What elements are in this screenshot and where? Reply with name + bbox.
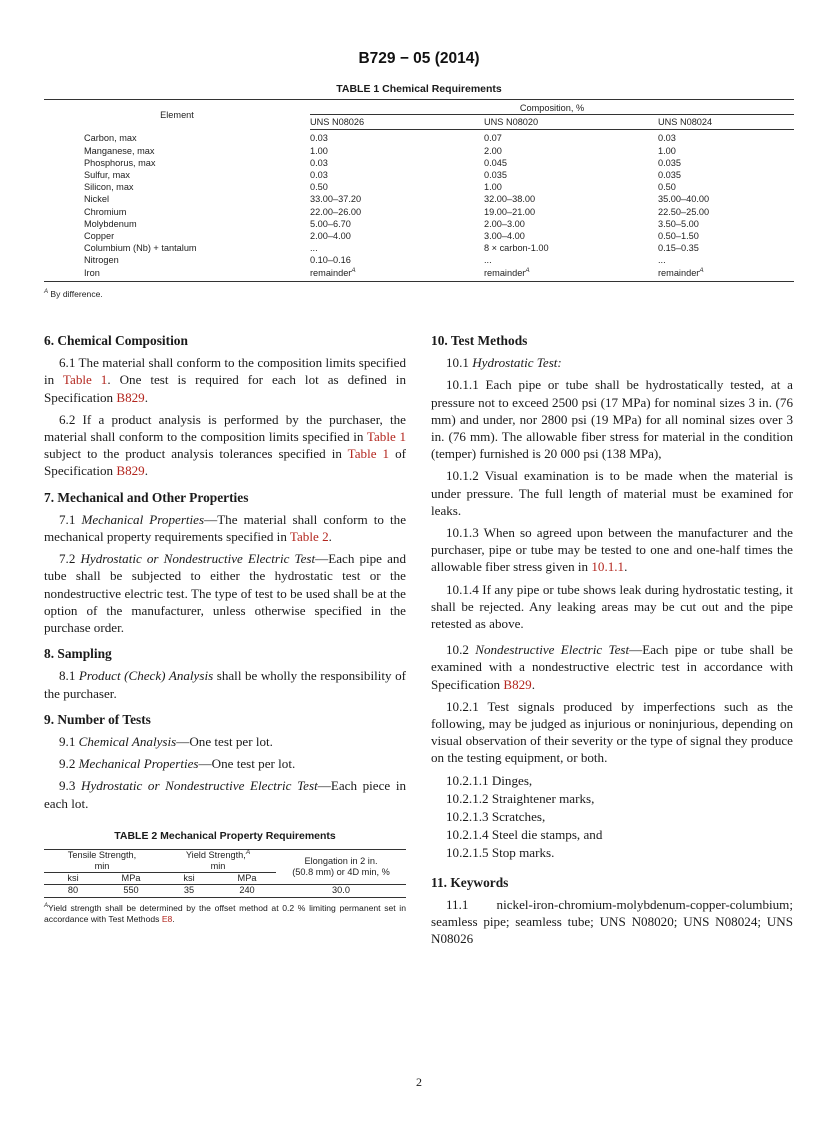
indent-cell: [44, 169, 84, 181]
composition-value: 0.03: [658, 133, 676, 144]
element-name: Phosphorus, max: [84, 157, 156, 168]
element-name: Molybdenum: [84, 218, 137, 229]
table-2-link[interactable]: Table 2: [289, 529, 329, 545]
composition-value: 0.15–0.35: [658, 243, 699, 254]
composition-value: 0.03: [310, 157, 328, 168]
element-name: Copper: [84, 231, 115, 242]
composition-value: 33.00–37.20: [310, 194, 362, 205]
paragraph-10-1-2: 10.1.2 Visual examination is to be made when the material is under pressure. The full length of material must be examined for leaks.: [431, 468, 793, 518]
e8-link[interactable]: E8: [161, 914, 173, 925]
composition-value: ...: [658, 255, 666, 266]
table-row: [44, 230, 794, 242]
b829-link[interactable]: B829: [116, 463, 145, 479]
indent-cell: [44, 145, 84, 157]
table1-footnote: $^A$ By difference.: [44, 289, 103, 299]
composition-value: 8 × carbon-1.00: [484, 243, 549, 254]
section-heading: 7. Mechanical and Other Properties: [44, 489, 249, 505]
unit-cell: MPa: [218, 873, 276, 885]
indent-cell: [44, 267, 84, 282]
table-row: [44, 254, 794, 266]
paragraph-6-2: 6.2 If a product analysis is performed by the purchaser, the material shall conform to the composition limits specified in Table 1 subject to the product analysis tolerances specified in Table 1 of Specification B829.: [44, 411, 406, 479]
table-row: [44, 169, 794, 181]
composition-value: 1.00: [484, 182, 502, 193]
composition-value: 0.50–1.50: [658, 231, 699, 242]
element-name: Manganese, max: [84, 145, 155, 156]
b829-link[interactable]: B829: [116, 389, 145, 405]
composition-value: 2.00–4.00: [310, 231, 351, 242]
element-name: Silicon, max: [84, 182, 134, 193]
value-cell: 240: [218, 885, 276, 898]
element-name: Nitrogen: [84, 255, 119, 266]
table-1-link[interactable]: Table 1: [62, 372, 108, 388]
paragraph-10-1: 10.1 Hydrostatic Test:: [446, 355, 562, 371]
composition-value: 2.00: [484, 145, 502, 156]
column-header: UNS N08020: [484, 115, 658, 130]
composition-value: 22.50–25.00: [658, 206, 710, 217]
value-cell: 30.0: [276, 885, 406, 898]
elongation-header: Elongation in 2 in. (50.8 mm) or 4D min, %: [276, 850, 406, 885]
element-name: Nickel: [84, 194, 110, 205]
composition-value: 0.03: [310, 133, 328, 144]
value-cell: 80: [44, 885, 102, 898]
table-row: [44, 206, 794, 218]
indent-cell: [44, 206, 84, 218]
composition-value: ...: [310, 243, 318, 254]
list-item: 10.2.1.2 Straightener marks,: [446, 790, 595, 806]
b829-link[interactable]: B829: [503, 676, 532, 692]
paragraph-9-2: 9.2 Mechanical Properties—One test per lot.: [59, 756, 296, 772]
composition-value: 19.00–21.00: [484, 206, 536, 217]
composition-value: remainder$^A$: [310, 267, 484, 282]
section-10-1-1-link[interactable]: 10.1.1: [591, 559, 625, 575]
list-item: 10.2.1.5 Stop marks.: [446, 845, 555, 861]
table-row: [44, 242, 794, 254]
paragraph-10-1-1: 10.1.1 Each pipe or tube shall be hydrostatically tested, at a pressure not to exceed 2500 psi (17 MPa) for nominal sizes 3 in. (76 mm) and under, nor 2800 psi (19 MPa) for all nominal sizes over 3 in. (76 mm). The allowable fiber stress for material in the condition (temper) furnished is 20 000 psi (138 MPa),: [431, 377, 793, 462]
composition-value: 0.07: [484, 133, 502, 144]
composition-value: 3.00–4.00: [484, 231, 525, 242]
composition-value: 5.00–6.70: [310, 218, 351, 229]
paragraph-10-2: 10.2 Nondestructive Electric Test—Each pipe or tube shall be examined with a nondestructive electric test in accordance with Specification B829.: [431, 642, 793, 692]
composition-value: 1.00: [658, 145, 676, 156]
element-name: Columbium (Nb) + tantalum: [84, 243, 197, 254]
unit-cell: MPa: [102, 873, 160, 885]
table2-footnote: $^A$Yield strength shall be determined by the offset method at 0.2 % limiting permanent set in accordance with Test Methods E8.: [44, 903, 406, 925]
indent-cell: [44, 130, 84, 145]
indent-cell: [44, 230, 84, 242]
indent-cell: [44, 181, 84, 193]
paragraph-11-1: 11.1 nickel-iron-chromium-molybdenum-copper-columbium; seamless pipe; seamless tube; UNS N08020; UNS N08024; UNS N08026: [431, 896, 793, 947]
composition-value: 22.00–26.00: [310, 206, 362, 217]
composition-value: 0.035: [658, 170, 681, 181]
paragraph-9-3: 9.3 Hydrostatic or Nondestructive Electric Test—Each piece in each lot.: [44, 778, 407, 811]
section-heading: 9. Number of Tests: [44, 711, 151, 727]
paragraph-9-1: 9.1 Chemical Analysis—One test per lot.: [59, 734, 273, 750]
table-row: [44, 218, 794, 230]
list-item: 10.2.1.4 Steel die stamps, and: [446, 827, 603, 843]
value-cell: 35: [160, 885, 218, 898]
mechanical-property-table: [44, 849, 406, 898]
composition-value: remainder$^A$: [484, 267, 658, 282]
column-header: UNS N08024: [658, 115, 794, 130]
element-name: Iron: [84, 267, 310, 282]
composition-value: 0.03: [310, 170, 328, 181]
tensile-header: Tensile Strength, min: [44, 850, 160, 873]
element-header: Element: [44, 100, 310, 130]
paragraph-6-1: 6.1 The material shall conform to the composition limits specified in Table 1. One test is required for each lot as defined in Specification B829.: [44, 355, 406, 405]
composition-value: 3.50–5.00: [658, 218, 699, 229]
table-1-link[interactable]: Table 1: [347, 446, 390, 462]
composition-value: 1.00: [310, 145, 328, 156]
composition-value: 0.10–0.16: [310, 255, 351, 266]
element-name: Sulfur, max: [84, 170, 130, 181]
table-row: [44, 267, 794, 282]
element-name: Carbon, max: [84, 132, 137, 143]
paragraph-10-2-1: 10.2.1 Test signals produced by imperfections such as the following, may be judged as injurious or noninjurious, depending on visual observation of their severity or the type of signal they produce on the testing equipment, or both.: [431, 698, 793, 766]
table-row: [44, 193, 794, 205]
paragraph-7-2: 7.2 Hydrostatic or Nondestructive Electric Test—Each pipe and tube shall be subjected to either the hydrostatic test or the nondestructive electric test. The type of test to be used shall be at the option of the manufacturer, unless otherwise specified in the purchase order.: [44, 551, 406, 636]
list-item: 10.2.1.3 Scratches,: [446, 809, 546, 825]
composition-value: 0.50: [658, 182, 676, 193]
table-row: [44, 157, 794, 169]
unit-cell: ksi: [160, 873, 218, 885]
document-designation: B729 − 05 (2014): [358, 50, 480, 67]
composition-value: 0.035: [484, 170, 507, 181]
indent-cell: [44, 242, 84, 254]
paragraph-7-1: 7.1 Mechanical Properties—The material shall conform to the mechanical property requirements specified in Table 2.: [44, 511, 407, 545]
unit-cell: ksi: [44, 873, 102, 885]
paragraph-8-1: 8.1 Product (Check) Analysis shall be wholly the responsibility of the purchaser.: [44, 668, 406, 701]
value-cell: 550: [102, 885, 160, 898]
composition-value: 35.00–40.00: [658, 194, 710, 205]
composition-value: 0.035: [658, 157, 681, 168]
table1-caption: TABLE 1 Chemical Requirements: [336, 83, 502, 95]
composition-value: 0.045: [484, 157, 507, 168]
page-number: 2: [416, 1075, 422, 1089]
table-1-link[interactable]: Table 1: [366, 429, 406, 445]
table2-caption: TABLE 2 Mechanical Property Requirements: [114, 829, 336, 842]
paragraph-10-1-3: 10.1.3 When so agreed upon between the manufacturer and the purchaser, pipe or tube may be tested to one and one-half times the allowable fiber stress given in 10.1.1.: [431, 525, 793, 575]
indent-cell: [44, 193, 84, 205]
table-row: [44, 181, 794, 193]
section-heading: 11. Keywords: [431, 874, 509, 890]
section-heading: 10. Test Methods: [431, 333, 528, 348]
indent-cell: [44, 254, 84, 266]
list-item: 10.2.1.1 Dinges,: [446, 772, 533, 788]
composition-header: Composition, %: [310, 100, 794, 115]
left-column: [44, 332, 406, 925]
chemical-requirements-table: [44, 99, 794, 282]
right-column: [431, 332, 793, 953]
section-heading: 8. Sampling: [44, 646, 112, 662]
composition-value: 32.00–38.00: [484, 194, 536, 205]
composition-value: 2.00–3.00: [484, 218, 525, 229]
column-header: UNS N08026: [310, 115, 484, 130]
composition-value: ...: [484, 255, 492, 266]
yield-header: Yield Strength,$^A$ min: [160, 850, 276, 873]
indent-cell: [44, 218, 84, 230]
table-row: [44, 145, 794, 157]
element-name: Chromium: [84, 206, 127, 217]
composition-value: remainder$^A$: [658, 267, 794, 282]
paragraph-10-1-4: 10.1.4 If any pipe or tube shows leak during hydrostatic testing, it shall be rejected. Any leaking areas may be cut out and the pipe retested as above.: [431, 581, 793, 632]
section-heading: 6. Chemical Composition: [44, 333, 188, 348]
indent-cell: [44, 157, 84, 169]
composition-value: 0.50: [310, 182, 328, 193]
table-row: [44, 130, 794, 145]
